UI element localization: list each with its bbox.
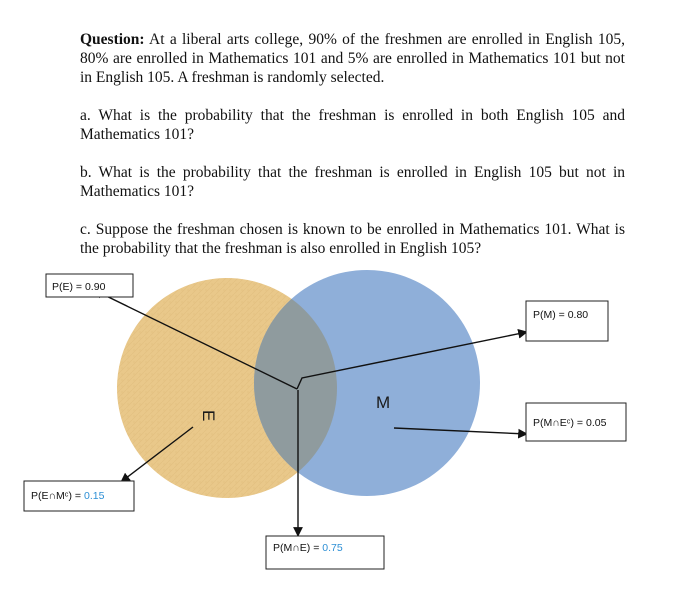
p-e-not-m-value: 0.15 (83, 490, 105, 502)
p-m-box (526, 301, 608, 341)
p-e-label: P(E) = 0.90 (52, 281, 106, 293)
set-m-label: M (376, 393, 391, 412)
p-e-box (46, 274, 133, 297)
p-m-not-e-label: P(M∩Eᶜ) = 0.05 (533, 417, 607, 429)
p-m-and-e-value: 0.75 (322, 542, 343, 554)
p-m-and-e-text (273, 542, 343, 554)
p-e-not-m-text (31, 490, 105, 502)
p-m-and-e-prefix: P(M∩E) = (273, 542, 323, 554)
question-part-a: a. What is the probability that the freshman is enrolled in both English 105 and Mathematics 101? (80, 107, 625, 143)
p-m-and-e-box (266, 536, 384, 569)
p-e-not-m-box (24, 481, 134, 511)
question-intro-text: At a liberal arts college, 90% of the freshmen are enrolled in English 105, 80% are enrolled in Mathematics 101 and 5% are enrolled in Mathematics 101 but not in English 105. A freshman is randomly selected. (80, 31, 625, 86)
p-m-label: P(M) = 0.80 (533, 309, 589, 321)
question-part-c: c. Suppose the freshman chosen is known to be enrolled in Mathematics 101. What is the probability that the freshman is also enrolled in English 105? (80, 221, 625, 257)
p-e-not-m-prefix: P(E∩Mᶜ) = (31, 490, 84, 502)
p-m-not-e-box (526, 403, 626, 441)
set-e-label: E (199, 410, 218, 422)
question-label: Question: (80, 31, 145, 48)
question-part-b: b. What is the probability that the freshman is enrolled in English 105 but not in Mathematics 101? (80, 164, 625, 200)
